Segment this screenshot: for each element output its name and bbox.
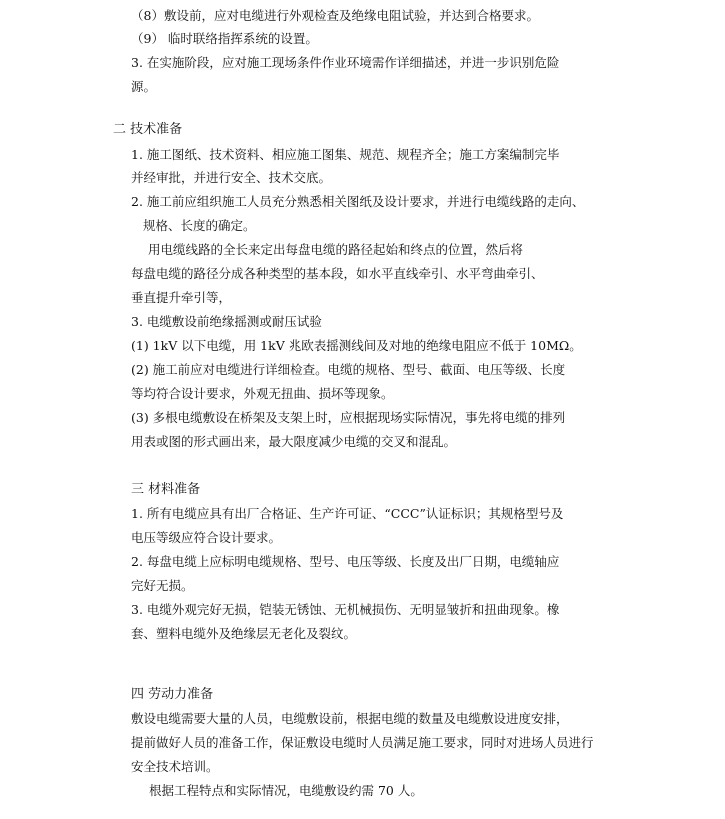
labor-paragraph-end: 安全技术培训。 (131, 759, 219, 774)
item-8-line: （8）敷设前，应对电缆进行外观检查及绝缘电阻试验，并达到合格要求。 (131, 8, 539, 23)
sub-item-1-line: (1) 1kV 以下电缆，用 1kV 兆欧表摇测线间及对地的绝缘电阻应不低于 10MΩ。 (131, 338, 582, 353)
implementation-stage-cont: 源。 (131, 79, 157, 94)
sub-item-3-line: (3) 多根电缆敷设在桥架及支架上时，应根据现场实际情况，事先将电缆的排列 (131, 410, 566, 425)
tech-item-1-cont: 并经审批，并进行安全、技术交底。 (131, 170, 332, 185)
tech-item-2-line: 2. 施工前应组织施工人员充分熟悉相关图纸及设计要求，并进行电缆线路的走向、 (131, 194, 585, 209)
sub-item-2-line: (2) 施工前应对电缆进行详细检查。电缆的规格、型号、截面、电压等级、长度 (131, 362, 566, 377)
material-item-1-cont: 电压等级应符合设计要求。 (131, 530, 282, 545)
route-paragraph-cont: 每盘电缆的路径分成各种类型的基本段，如水平直线牵引、水平弯曲牵引、 (131, 266, 544, 281)
sub-item-3-cont: 用表或图的形式画出来，最大限度减少电缆的交叉和混乱。 (131, 434, 457, 449)
material-item-3-cont: 套、塑料电缆外及绝缘层无老化及裂纹。 (131, 626, 357, 641)
labor-paragraph-cont: 提前做好人员的准备工作，保证敷设电缆时人员满足施工要求，同时对进场人员进行 (131, 735, 594, 750)
item-9-line: （9） 临时联络指挥系统的设置。 (131, 31, 318, 46)
material-item-3-line: 3. 电缆外观完好无损，铠装无锈蚀、无机械损伤、无明显皱折和扭曲现象。橡 (131, 602, 560, 617)
tech-item-2-cont: 规格、长度的确定。 (143, 218, 256, 233)
labor-paragraph-line: 敷设电缆需要大量的人员，电缆敷设前，根据电缆的数量及电缆敷设进度安排， (131, 711, 569, 726)
section-heading-technical: 二 技术准备 (113, 122, 183, 137)
labor-count-line: 根据工程特点和实际情况，电缆敷设约需 70 人。 (149, 783, 423, 798)
sub-item-2-cont: 等均符合设计要求，外观无扭曲、损坏等现象。 (131, 386, 394, 401)
tech-item-3-line: 3. 电缆敷设前绝缘摇测或耐压试验 (131, 314, 322, 329)
tech-item-1-line: 1. 施工图纸、技术资料、相应施工图集、规范、规程齐全；施工方案编制完毕 (131, 147, 560, 162)
section-heading-labor: 四 劳动力准备 (131, 687, 214, 702)
material-item-2-line: 2. 每盘电缆上应标明电缆规格、型号、电压等级、长度及出厂日期，电缆轴应 (131, 554, 560, 569)
material-item-1-line: 1. 所有电缆应具有出厂合格证、生产许可证、“CCC”认证标识；其规格型号及 (131, 506, 564, 521)
section-heading-materials: 三 材料准备 (131, 482, 201, 497)
implementation-stage-line: 3. 在实施阶段，应对施工现场条件作业环境需作详细描述，并进一步识别危险 (131, 55, 560, 70)
route-paragraph-end: 垂直提升牵引等， (131, 290, 232, 305)
route-paragraph-line: 用电缆线路的全长来定出每盘电缆的路径起始和终点的位置，然后将 (148, 242, 524, 257)
material-item-2-cont: 完好无损。 (131, 578, 194, 593)
